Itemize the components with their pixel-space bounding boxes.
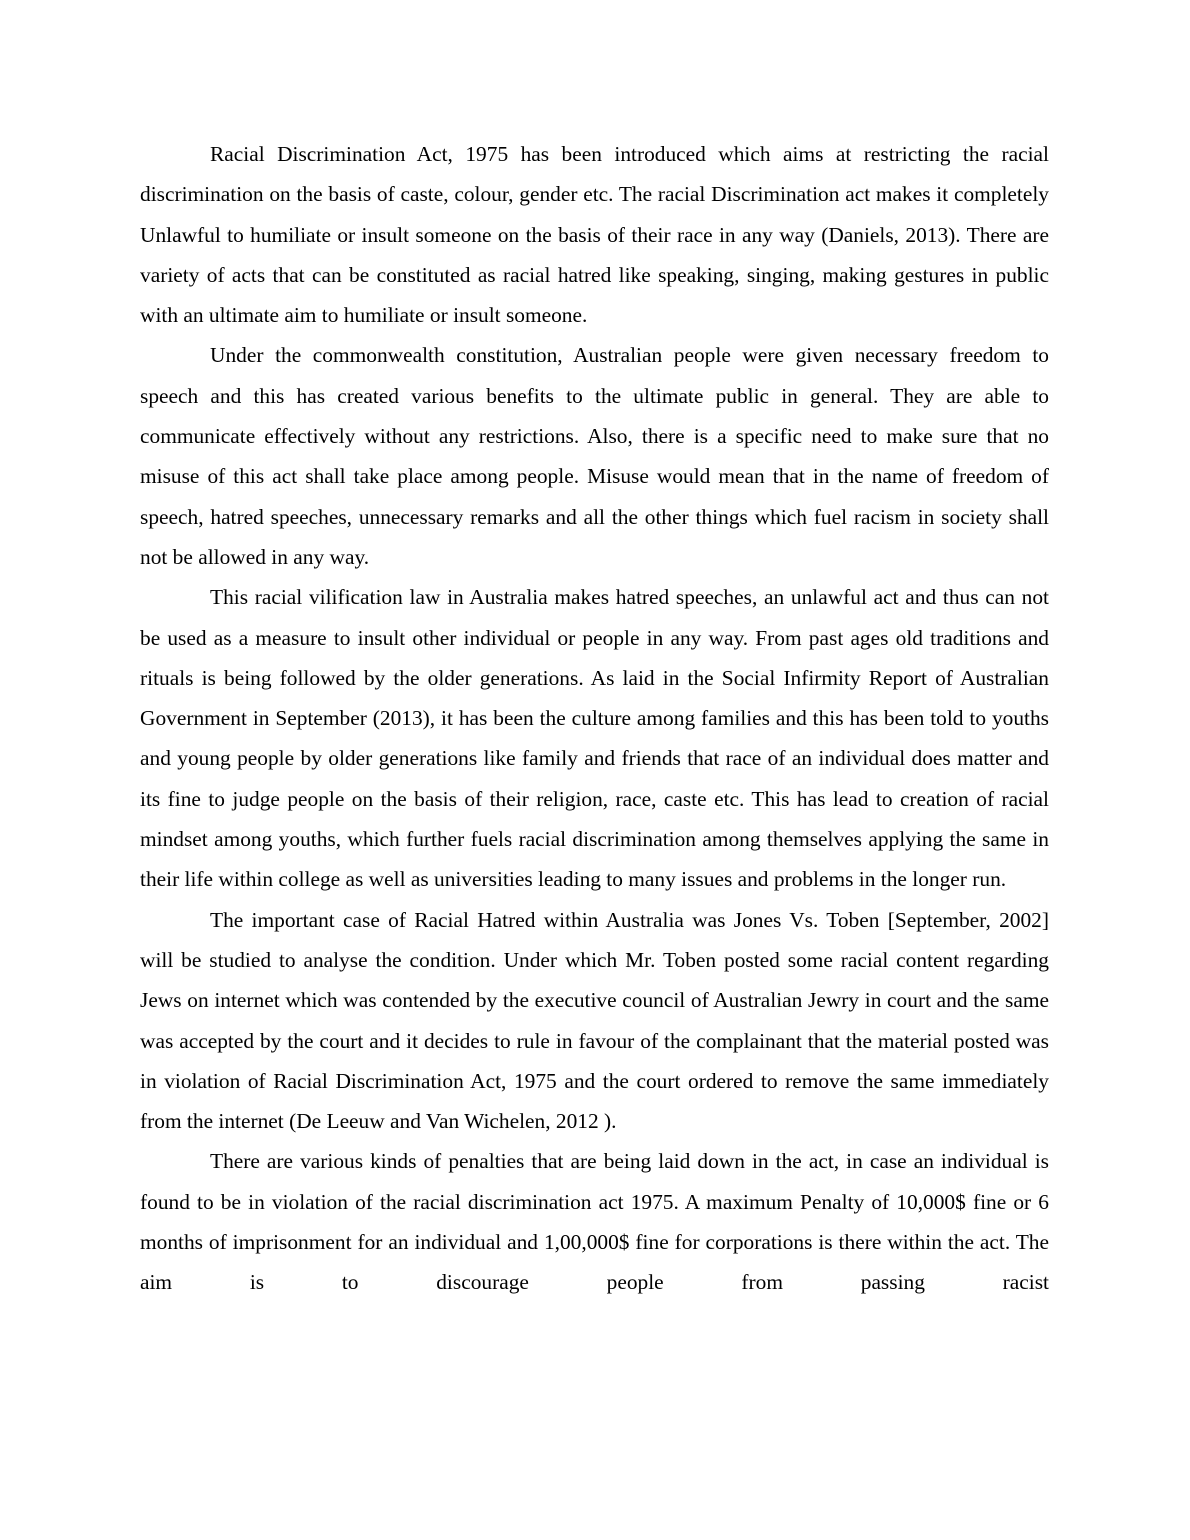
paragraph-4: The important case of Racial Hatred within Australia was Jones Vs. Toben [September, 2002] will be studied to analyse the condition. Under which Mr. Toben posted some racial content regarding Jews on internet which was contended by the executive council of Australian Jewry in court and the same was accepted by the court and it decides to rule in favour of the complainant that the material posted was in violation of Racial Discrimination Act, 1975 and the court ordered to remove the same immediately from the internet (De Leeuw and Van Wichelen, 2012 ). — [140, 907, 1049, 1134]
document-body — [140, 134, 1049, 1303]
paragraph-3: This racial vilification law in Australia makes hatred speeches, an unlawful act and thus can not be used as a measure to insult other individual or people in any way. From past ages old traditions and rituals is being followed by the older generations. As laid in the Social Infirmity Report of Australian Government in September (2013), it has been the culture among families and this has been told to youths and young people by older generations like family and friends that race of an individual does matter and its fine to judge people on the basis of their religion, race, caste etc. This has lead to creation of racial mindset among youths, which further fuels racial discrimination among themselves applying the same in their life within college as well as universities leading to many issues and problems in the longer run. — [140, 585, 1049, 892]
paragraph-5: There are various kinds of penalties that are being laid down in the act, in case an individual is found to be in violation of the racial discrimination act 1975. A maximum Penalty of 10,000$ fine or 6 months of imprisonment for an individual and 1,00,000$ fine for corporations is there within the act. The aim is to discourage people from passing racist — [140, 1149, 1049, 1295]
paragraph-1: Racial Discrimination Act, 1975 has been introduced which aims at restricting the racial discrimination on the basis of caste, colour, gender etc. The racial Discrimination act makes it completely Unlawful to humiliate or insult someone on the basis of their race in any way (Daniels, 2013). There are variety of acts that can be constituted as racial hatred like speaking, singing, making gestures in public with an ultimate aim to humiliate or insult someone. — [140, 142, 1049, 328]
paragraph-2: Under the commonwealth constitution, Australian people were given necessary freedom to speech and this has created various benefits to the ultimate public in general. They are able to communicate effectively without any restrictions. Also, there is a specific need to make sure that no misuse of this act shall take place among people. Misuse would mean that in the name of freedom of speech, hatred speeches, unnecessary remarks and all the other things which fuel racism in society shall not be allowed in any way. — [140, 343, 1049, 569]
